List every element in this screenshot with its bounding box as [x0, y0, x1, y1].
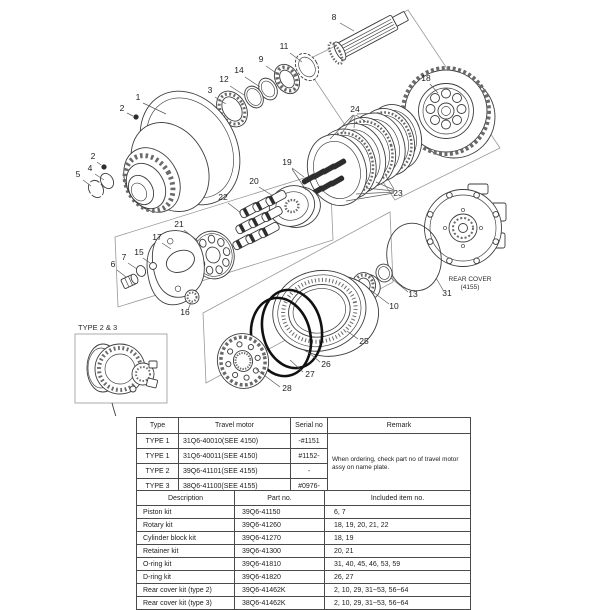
leader-line — [83, 180, 91, 186]
table-cell: Retainer kit — [137, 545, 235, 558]
part-callout-31: 31 — [442, 288, 452, 298]
table-row — [137, 434, 471, 449]
table-cell: TYPE 2 — [137, 464, 179, 479]
table-cell: 39Q6-41101(SEE 4155) — [179, 464, 291, 479]
plug-6 — [121, 273, 140, 289]
table-cell: 2, 10, 29, 31~53, 56~64 — [325, 597, 471, 610]
table-cell: - — [291, 464, 328, 479]
part-callout-9: 9 — [258, 54, 264, 64]
part-callout-11: 11 — [279, 41, 289, 51]
table-cell: Piston kit — [137, 506, 235, 519]
friction-plate-stack — [299, 98, 429, 212]
table-cell: 31Q6-40011(SEE 4150) — [179, 449, 291, 464]
table-cell: 39Q6-41150 — [235, 506, 325, 519]
part-callout-6: 6 — [110, 259, 116, 269]
table-cell: 18, 19, 20, 21, 22 — [325, 519, 471, 532]
part-callout-23: 23 — [393, 188, 403, 198]
table-row — [137, 558, 471, 571]
table-cell: 31, 40, 45, 46, 53, 59 — [325, 558, 471, 571]
table-cell: 6, 7 — [325, 506, 471, 519]
leader-line — [127, 113, 133, 116]
table-cell: Rear cover kit (type 2) — [137, 584, 235, 597]
table-cell: #1152- — [291, 449, 328, 464]
part-callout-2: 2 — [119, 103, 125, 113]
leader-line — [391, 278, 408, 292]
inset-label: TYPE 2 & 3 — [78, 323, 118, 332]
part-callout-18: 18 — [421, 73, 431, 83]
table-row — [137, 571, 471, 584]
table-cell: 2, 10, 29, 31~53, 56~64 — [325, 584, 471, 597]
leader-line — [376, 182, 394, 190]
column-header: Type — [137, 418, 179, 434]
table-cell: D-ring kit — [137, 571, 235, 584]
table-cell: 39Q6-41810 — [235, 558, 325, 571]
table-cell: O-ring kit — [137, 558, 235, 571]
table-cell: 39Q6-41300 — [235, 545, 325, 558]
leader-line — [97, 162, 101, 165]
part-callout-19: 19 — [282, 157, 292, 167]
part-callout-24: 24 — [350, 104, 360, 114]
leader-line — [292, 168, 304, 177]
table-cell: 31Q6-40010(SEE 4150) — [179, 434, 291, 449]
table-row — [137, 584, 471, 597]
table-row — [137, 506, 471, 519]
table-cell: 39Q6-41462K — [235, 584, 325, 597]
table-cell: Rear cover kit (type 3) — [137, 597, 235, 610]
part-callout-16: 16 — [180, 307, 190, 317]
column-header: Description — [137, 491, 235, 506]
parts-kit-table — [136, 490, 471, 610]
table-row — [137, 597, 471, 610]
nut-16 — [185, 290, 199, 304]
part-callout-21: 21 — [174, 219, 184, 229]
table-cell: Cylinder block kit — [137, 532, 235, 545]
table-cell: TYPE 1 — [137, 449, 179, 464]
table-cell: 26, 27 — [325, 571, 471, 584]
travel-motor-type-table — [136, 417, 471, 494]
part-callout-28: 28 — [282, 383, 292, 393]
screw-2a — [134, 115, 139, 120]
part-callout-2: 2 — [90, 151, 96, 161]
part-callout-3: 3 — [207, 85, 213, 95]
part-callout-17: 17 — [152, 232, 162, 242]
screw-2b — [102, 165, 107, 170]
table-cell: 39Q6-41270 — [235, 532, 325, 545]
steel-ball-15 — [150, 263, 157, 270]
table-row — [137, 519, 471, 532]
table-row — [137, 545, 471, 558]
table-cell: 18, 19 — [325, 532, 471, 545]
leader-line — [128, 263, 137, 269]
part-callout-8: 8 — [331, 12, 337, 22]
o-ring-7 — [135, 264, 147, 277]
column-header: Serial no — [291, 418, 328, 434]
rear-cover-sub-label: (4155) — [460, 284, 480, 291]
table-row — [137, 532, 471, 545]
part-callout-10: 10 — [389, 301, 399, 311]
table-cell: 20, 21 — [325, 545, 471, 558]
leader-line — [290, 360, 303, 372]
part-callout-27: 27 — [305, 369, 315, 379]
table-cell: TYPE 1 — [137, 434, 179, 449]
part-callout-7: 7 — [121, 252, 127, 262]
ring-4 — [98, 171, 116, 191]
inset-arrow — [112, 403, 127, 416]
column-header: Part no. — [235, 491, 325, 506]
drive-shaft — [326, 6, 411, 66]
leader-line — [117, 270, 126, 277]
parts-table-header-row — [137, 491, 471, 506]
part-callout-20: 20 — [249, 176, 259, 186]
table-cell: Rotary kit — [137, 519, 235, 532]
type2-3-inset — [75, 323, 167, 416]
leader-line — [245, 77, 260, 87]
part-callout-15: 15 — [134, 247, 144, 257]
table-cell: 38Q6-41100(SEE 4155) — [179, 479, 291, 494]
part-callout-5: 5 — [75, 169, 81, 179]
table-cell: 39Q6-41820 — [235, 571, 325, 584]
table-cell: TYPE 3 — [137, 479, 179, 494]
rear-cover-label: REAR COVER — [448, 276, 492, 283]
table-cell: -#1151 — [291, 434, 328, 449]
part-callout-13: 13 — [408, 289, 418, 299]
part-callout-26: 26 — [321, 359, 331, 369]
column-header: Travel motor — [179, 418, 291, 434]
column-header: Remark — [328, 418, 471, 434]
part-callout-1: 1 — [135, 92, 141, 102]
part-callout-12: 12 — [219, 74, 229, 84]
part-callout-14: 14 — [234, 65, 244, 75]
part-callout-4: 4 — [87, 163, 93, 173]
leader-line — [228, 203, 241, 213]
type-table-header-row — [137, 418, 471, 434]
leader-line — [340, 23, 354, 31]
rear-cover — [425, 184, 507, 291]
column-header: Included item no. — [325, 491, 471, 506]
part-callout-25: 25 — [359, 336, 369, 346]
part-callout-22: 22 — [218, 192, 228, 202]
remark-cell: When ordering, check part no of travel motor assy on name plate. — [328, 434, 471, 494]
table-cell: 39Q6-41260 — [235, 519, 325, 532]
table-cell: 38Q6-41462K — [235, 597, 325, 610]
table-cell: #0976- — [291, 479, 328, 494]
